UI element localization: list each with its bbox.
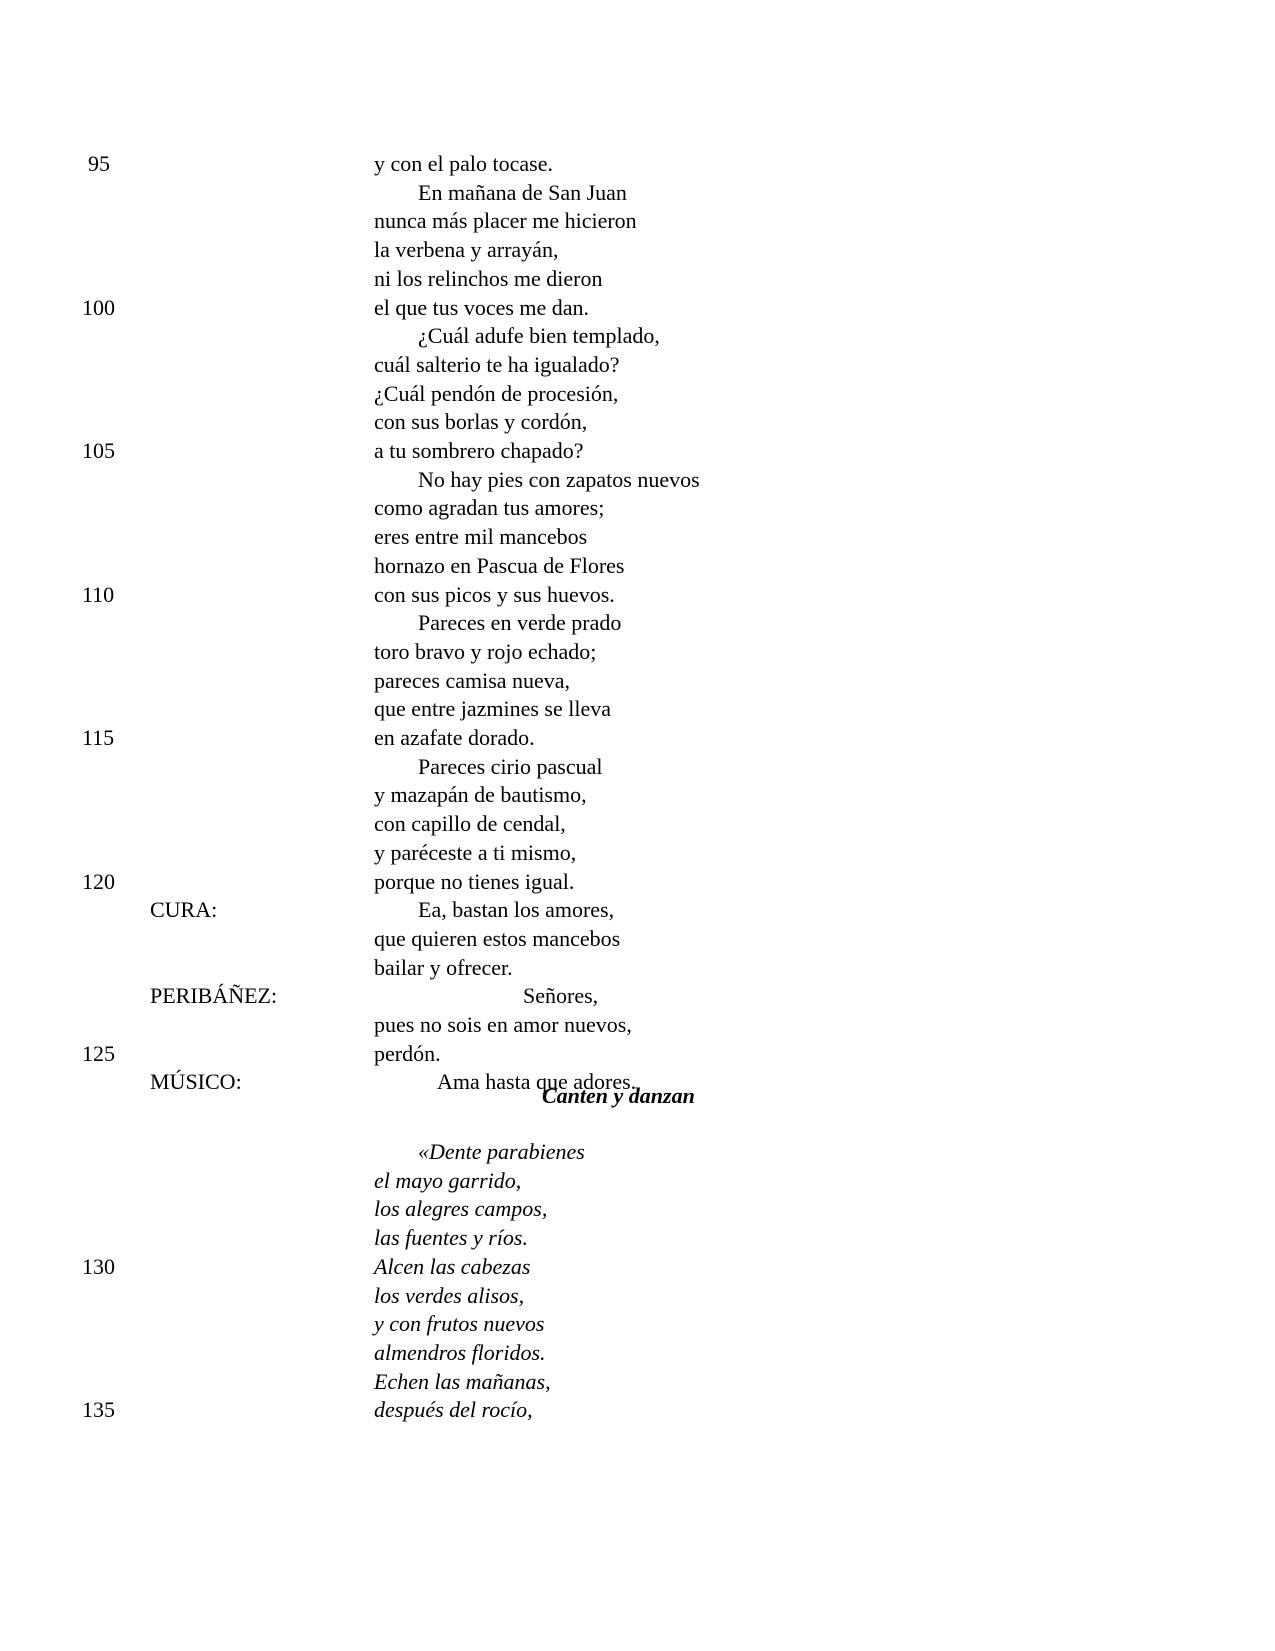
verse-text: hornazo en Pascua de Flores: [374, 552, 625, 578]
verse-text: con capillo de cendal,: [374, 811, 566, 837]
verse-text: ni los relinchos me dieron: [374, 265, 603, 291]
verse-line: [0, 264, 1275, 293]
speaker-name: MÚSICO:: [150, 1069, 242, 1095]
verse-text: almendros floridos.: [374, 1339, 546, 1365]
verse-text: Echen las mañanas,: [374, 1368, 551, 1394]
verse-line: [0, 493, 1275, 522]
verse-text: En mañana de San Juan: [418, 179, 627, 205]
verse-text: porque no tienes igual.: [374, 868, 575, 894]
verse-text: bailar y ofrecer.: [374, 954, 513, 980]
verse-text: eres entre mil mancebos: [374, 524, 588, 550]
verse-text: después del rocío,: [374, 1397, 533, 1423]
verse-line: [0, 1252, 1275, 1281]
verse-line: [0, 1194, 1275, 1223]
verse-text: en azafate dorado.: [374, 725, 535, 750]
line-number: 135: [82, 1397, 115, 1423]
verse-text: la verbena y arrayán,: [374, 237, 559, 263]
verse-line: [0, 924, 1275, 953]
verse-line: [0, 1338, 1275, 1367]
verse-line: [0, 235, 1275, 264]
line-number: 95: [88, 151, 110, 176]
verse-line: [0, 436, 1275, 465]
verse-line: [0, 895, 1275, 924]
verse-text: las fuentes y ríos.: [374, 1225, 528, 1251]
verse-text: «Dente parabienes: [418, 1139, 585, 1164]
verse-line: [0, 1166, 1275, 1195]
verse-text: toro bravo y rojo echado;: [374, 638, 597, 664]
verse-text: los alegres campos,: [374, 1196, 548, 1222]
verse-line: [0, 551, 1275, 580]
line-number: 130: [82, 1253, 115, 1279]
line-number: 115: [82, 725, 115, 750]
verse-line: [0, 350, 1275, 379]
verse-line: [0, 407, 1275, 436]
verse-text: como agradan tus amores;: [374, 495, 605, 521]
verse-text: Alcen las cabezas: [374, 1253, 531, 1279]
verse-line: [0, 522, 1275, 551]
verse-text: Ea, bastan los amores,: [418, 897, 615, 923]
verse-text: pues no sois en amor nuevos,: [374, 1012, 632, 1037]
verse-text: con sus borlas y cordón,: [374, 409, 588, 435]
speaker-name: CURA:: [150, 897, 218, 923]
verse-text: cuál salterio te ha igualado?: [374, 351, 620, 377]
line-number: 120: [82, 868, 115, 894]
verse-line: [0, 838, 1275, 867]
verse-text: a tu sombrero chapado?: [374, 438, 584, 463]
verse-text: que entre jazmines se lleva: [374, 696, 612, 722]
verse-line: [0, 666, 1275, 695]
verse-text: el mayo garrido,: [374, 1167, 522, 1193]
verse-line: [0, 149, 1275, 178]
line-number: 100: [82, 294, 115, 320]
verse-line: [0, 465, 1275, 494]
verse-line: [0, 608, 1275, 637]
line-number: 105: [82, 438, 115, 463]
verse-line: [0, 1039, 1275, 1068]
verse-line: [0, 694, 1275, 723]
verse-line: [0, 953, 1275, 982]
verse-line: [0, 1137, 1275, 1166]
verse-text: el que tus voces me dan.: [374, 294, 590, 320]
verse-text: los verdes alisos,: [374, 1282, 525, 1308]
verse-text: Ama hasta que adores.: [437, 1069, 637, 1095]
verse-line: [0, 1367, 1275, 1396]
verse-line: [0, 780, 1275, 809]
verse-line: [0, 1309, 1275, 1338]
verse-line: [0, 1223, 1275, 1252]
verse-text: perdón.: [374, 1040, 441, 1066]
verse-line: [0, 752, 1275, 781]
verse-line: [0, 1395, 1275, 1424]
verse-line: [0, 809, 1275, 838]
verse-text: Señores,: [523, 983, 599, 1009]
stage-direction-text: Canten y danzan: [542, 1083, 695, 1108]
verse-text: con sus picos y sus huevos.: [374, 581, 615, 607]
line-number: 110: [82, 581, 115, 607]
verse-text: ¿Cuál pendón de procesión,: [374, 380, 619, 406]
verse-text: nunca más placer me hicieron: [374, 208, 637, 234]
verse-line: [0, 1281, 1275, 1310]
verse-line: [0, 206, 1275, 235]
verse-text: que quieren estos mancebos: [374, 925, 621, 951]
verse-line: [0, 723, 1275, 752]
verse-line: [0, 178, 1275, 207]
verse-line: [0, 1010, 1275, 1039]
verse-line: [0, 637, 1275, 666]
verse-text: Pareces cirio pascual: [418, 753, 603, 779]
verse-line: [0, 379, 1275, 408]
verse-line: [0, 321, 1275, 350]
verse-text: y paréceste a ti mismo,: [374, 839, 577, 865]
verse-line: [0, 867, 1275, 896]
verse-line: [0, 580, 1275, 609]
verse-text: Pareces en verde prado: [418, 610, 622, 636]
verse-text: y mazapán de bautismo,: [374, 782, 587, 808]
verse-text: No hay pies con zapatos nuevos: [418, 466, 700, 492]
speaker-name: PERIBÁÑEZ:: [150, 983, 278, 1009]
verse-text: y con el palo tocase.: [374, 151, 553, 176]
verse-text: pareces camisa nueva,: [374, 667, 571, 693]
verse-line: [0, 981, 1275, 1010]
verse-text: y con frutos nuevos: [374, 1311, 545, 1337]
line-number: 125: [82, 1040, 115, 1066]
verse-text: ¿Cuál adufe bien templado,: [418, 323, 660, 349]
verse-line: [0, 293, 1275, 322]
